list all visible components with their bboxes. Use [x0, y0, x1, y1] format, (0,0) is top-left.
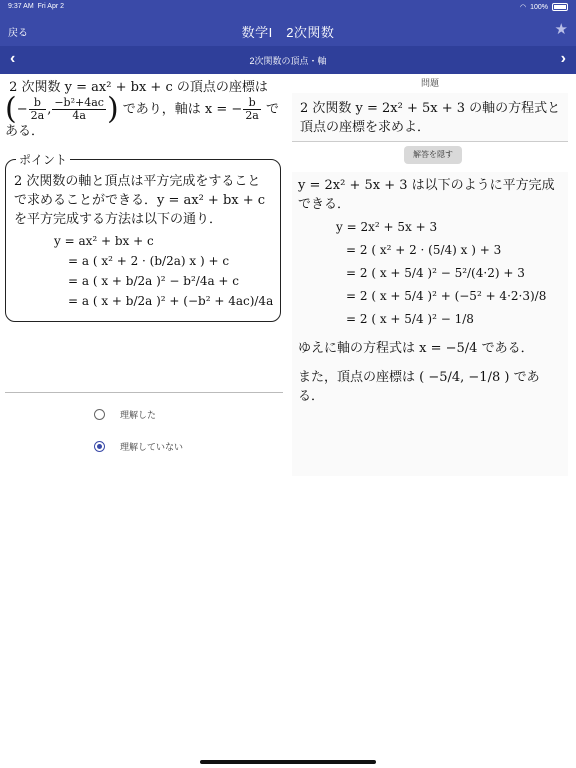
answer-intro: y = 2x² + 5x + 3 は以下のように平方完成できる． — [298, 178, 555, 212]
page-title: 数学I 2次関数 — [241, 25, 335, 40]
answer-panel — [292, 172, 568, 476]
explanation-panel — [5, 78, 283, 322]
question-label: 問題 — [420, 78, 439, 88]
equation-line: = 2 ( x + 5/4 )² − 5²/(4·2) + 3 — [346, 266, 525, 280]
favorite-star-icon[interactable]: ★ — [554, 21, 568, 38]
equation-line: y = 2x² + 5x + 3 — [336, 220, 438, 234]
next-chevron-icon[interactable]: › — [560, 50, 566, 67]
vertex-intro: 2 次関数 y = ax² + bx + c の頂点の座標は (− $\frac{b}{2a}$ , $\frac{\text{−b²+4ac}}{4a}$ ) であり，軸は x = − $\frac{b}{2a}$ で ある． — [5, 80, 280, 139]
axis-conclusion: ゆえに軸の方程式は x = −5/4 である． — [298, 341, 534, 356]
equation-line: = 2 ( x + 5/4 )² − 1/8 — [346, 312, 474, 326]
hide-answer-button[interactable]: 解答を隠す — [404, 146, 462, 164]
answer-equations — [336, 218, 562, 329]
back-button[interactable]: 戻る — [8, 28, 28, 39]
question-text: 2 次関数 y = 2x² + 5x + 3 の軸の方程式と頂点の座標を求めよ． — [292, 93, 568, 142]
completing-square-equations — [54, 233, 272, 309]
radio-unchecked-icon[interactable] — [94, 409, 105, 420]
option-understood[interactable] — [94, 408, 156, 421]
option-label: 理解していない — [120, 442, 184, 452]
option-label: 理解した — [120, 410, 157, 420]
point-box — [5, 153, 281, 322]
equation-line: = 2 ( x + 5/4 )² + (−5² + 4·2·3)/8 — [346, 289, 547, 303]
radio-checked-icon[interactable] — [94, 441, 105, 452]
prev-chevron-icon[interactable]: ‹ — [10, 50, 16, 67]
battery-text: 100% — [530, 3, 548, 11]
option-not-understood[interactable] — [94, 440, 183, 453]
section-title: 2次関数の頂点・軸 — [249, 56, 327, 66]
equation-line: = a ( x + b/2a )² + (−b² + 4ac)/4a — [68, 294, 274, 308]
status-right — [520, 3, 568, 11]
equation-line: = a ( x² + 2 · (b/2a) x ) + c — [68, 254, 230, 268]
equation-line: = a ( x + b/2a )² − b²/4a + c — [68, 274, 240, 288]
section-navigation — [0, 46, 576, 74]
battery-icon — [552, 3, 568, 11]
status-bar — [0, 0, 576, 14]
equation-line: = 2 ( x² + 2 · (5/4) x ) + 3 — [346, 243, 502, 257]
wifi-icon: ◠ — [519, 4, 527, 11]
point-label: ポイント — [16, 151, 70, 168]
vertex-conclusion: また，頂点の座標は ( −5/4, −1/8 ) である． — [298, 370, 540, 404]
point-text: 2 次関数の軸と頂点は平方完成をすることで求めることができる．y = ax² + bx + c を平方完成する方法は以下の通り． — [14, 174, 266, 227]
divider — [5, 392, 283, 393]
status-time: 9:37 AM Fri Apr 2 — [8, 3, 65, 10]
top-navigation — [0, 14, 576, 46]
question-panel — [292, 76, 568, 142]
equation-line: y = ax² + bx + c — [54, 234, 154, 248]
home-indicator[interactable] — [200, 760, 376, 764]
